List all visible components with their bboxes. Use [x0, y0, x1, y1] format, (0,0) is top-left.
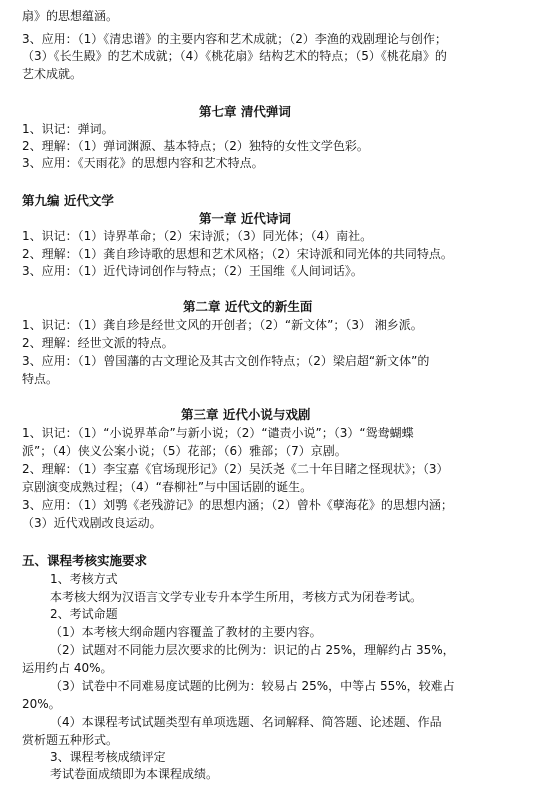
- text-line: 赏析题五种形式。: [22, 733, 119, 747]
- text-line: 1、识记：（1）“小说界革命”与新小说；（2）“谴责小说”；（3）“鸳鸯蝴蝶: [22, 426, 414, 440]
- text-line: 3、应用：《天雨花》的思想内容和艺术特点。: [22, 156, 264, 170]
- text-line: （4）本课程考试试题类型有单项选题、名词解释、简答题、论述题、作品: [50, 715, 442, 729]
- chapter-heading: 第三章 近代小说与戏剧: [181, 407, 311, 422]
- text-line: 1、识记：（1）诗界革命；（2）宋诗派；（3）同光体；（4）南社。: [22, 229, 373, 243]
- chapter-heading: 第一章 近代诗词: [199, 211, 291, 226]
- text-line: 1、识记：（1）龚自珍是经世文风的开创者；（2）“新文体”；（3） 湘乡派。: [22, 318, 423, 332]
- text-line: 考试卷面成绩即为本课程成绩。: [50, 767, 219, 781]
- text-line: 3、应用：（1）刘鹗《老残游记》的思想内涵；（2）曾朴《孽海花》的思想内涵；: [22, 498, 453, 512]
- text-line: （1）本考核大纲命题内容覆盖了教材的主要内容。: [50, 625, 322, 639]
- text-line: 扇》的思想蕴涵。: [22, 9, 119, 23]
- text-line: 运用约占 40%。: [22, 661, 113, 675]
- text-line: 2、考试命题: [50, 607, 118, 621]
- chapter-heading: 第七章 清代弹词: [199, 104, 291, 119]
- text-line: 派”；（4）侠义公案小说；（5）花部；（6）雅部；（7）京剧。: [22, 444, 347, 458]
- text-line: （3）试卷中不同难易度试题的比例为：较易占 25%，中等占 55%，较难占: [50, 679, 455, 693]
- text-line: 艺术成就。: [22, 67, 83, 81]
- text-line: 京剧演变成熟过程；（4）“春柳社”与中国话剧的诞生。: [22, 480, 313, 494]
- text-line: 20%。: [22, 697, 61, 711]
- text-line: 3、应用：（1）曾国藩的古文理论及其古文创作特点；（2）梁启超“新文体”的: [22, 354, 430, 368]
- text-line: 本考核大纲为汉语言文学专业专升本学生所用，考核方式为闭卷考试。: [50, 590, 423, 604]
- text-line: 3、应用：（1）《清忠谱》的主要内容和艺术成就；（2）李渔的戏剧理论与创作；: [22, 32, 447, 46]
- text-line: 3、课程考核成绩评定: [50, 750, 166, 764]
- text-line: （3）《长生殿》的艺术成就；（4）《桃花扇》结构艺术的特点；（5）《桃花扇》的: [22, 49, 447, 63]
- chapter-heading: 第九编 近代文学: [22, 193, 114, 208]
- text-line: 1、识记：弹词。: [22, 122, 114, 136]
- text-line: 2、理解：（1）弹词渊源、基本特点；（2）独特的女性文学色彩。: [22, 139, 369, 153]
- chapter-heading: 第二章 近代文的新生面: [183, 299, 313, 314]
- text-line: 3、应用：（1）近代诗词创作与特点；（2）王国维《人间词话》。: [22, 264, 363, 278]
- text-line: （3）近代戏剧改良运动。: [22, 516, 162, 530]
- text-line: （2）试题对不同能力层次要求的比例为：识记的占 25%，理解约占 35%，: [50, 643, 455, 657]
- text-line: 特点。: [22, 372, 59, 386]
- text-line: 1、考核方式: [50, 572, 118, 586]
- text-line: 2、理解：经世文派的特点。: [22, 336, 174, 350]
- section-heading: 五、课程考核实施要求: [22, 553, 148, 568]
- text-line: 2、理解：（1）龚自珍诗歌的思想和艺术风格；（2）宋诗派和同光体的共同特点。: [22, 247, 453, 261]
- text-line: 2、理解：（1）李宝嘉《官场现形记》（2）吴沃尧《二十年目睹之怪现状》；（3）: [22, 462, 449, 476]
